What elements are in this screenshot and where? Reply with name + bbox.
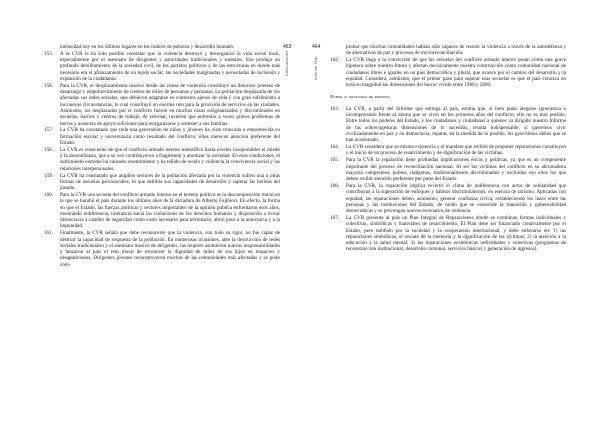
paragraph-text: La CVR considera que su misma existencia y el mandato que recibió de proponer reparaciones constituyen y el inicio de un proceso de resarcimiento y de dignificación de las víctimas. <box>346 144 566 157</box>
paragraph <box>44 230 280 268</box>
section-heading: Sobre la necesidad de reparar <box>330 94 390 100</box>
paragraph-number: 159. <box>44 172 53 179</box>
paragraph-text: La CVR, a partir del Informe que entrega al país, estima que, si bien pudo alegarse ignorancia o incomprensión frente al drama que se vivió en los primeros años del conflicto, ello no es más posible. Entre todos los poderes del Estado, y los ciudadanos y ciudadanas a quienes va dirigido nuestro Informe de las sobrecogedoras dimensiones de lo sucedido, resulta indispensable, si queremos vivir civilizadamente en paz y en democracia, reparar, en la medida de lo posible, los gravísimos daños que se han ocasionado. <box>346 105 566 144</box>
paragraph-text: La CVR es consciente de que el conflicto armado interno intensificó hasta niveles insoportables el miedo y la desconfianza, que a su vez contribuyeron a fragmentar y atomizar la sociedad. En esas condiciones, el sufrimiento extremo ha causado resentimiento y ha teñido de recelo y violencia la convivencia social y las relaciones interpersonales. <box>60 146 280 172</box>
paragraph-number: 167. <box>330 215 339 221</box>
paragraph-number: 162. <box>330 57 339 64</box>
left-page-number: 463 <box>283 44 292 50</box>
paragraph-text: La CVR ha constatado que toda una generación de niños y jóvenes ha visto truncada o empobrecida su formación escolar y universitaria como resultado del conflicto; ellos merecen atención preferente del Estado. <box>60 127 280 146</box>
paragraph-number: 157. <box>44 127 53 134</box>
paragraph <box>44 44 280 50</box>
paragraph-number: 160. <box>44 192 53 199</box>
paragraph-number: 164. <box>330 144 339 151</box>
right-page-number: 464 <box>312 44 321 50</box>
left-running-head: Conclusiones <box>285 50 289 76</box>
left-page <box>0 0 290 431</box>
paragraph-number: 161. <box>44 230 53 237</box>
paragraph-number: 153. <box>44 50 53 57</box>
right-column-text <box>330 44 566 253</box>
paragraph-text: La CVR ha constatado que amplios sectores de la población afectada por la violencia sufren una u otras formas de secuelas psicosociales, lo que debilita sus capacidades de desarrollo y superar las heridas del pasado. <box>60 172 280 192</box>
paragraph <box>44 51 280 82</box>
paragraphs-after <box>330 106 566 253</box>
paragraph-number: 166. <box>330 183 339 189</box>
paragraph-text: Para la CVR, el desplazamiento masivo desde las zonas de violencia constituyó un doloroso proceso de desarraigo y empobrecimiento de cientos de miles de peruanos y peruanas. La población desplazada de vio afectadas sus redes sociales, que debieron adaptarse en contextos ajenos de vida y con gran sufrimiento a las nuevas circunstancias, lo cual constituyó un enorme reto para la provisión de servicios en las ciudades. Asimismo, los desplazados por el conflicto fueron en muchos casos estigmatizados y discriminados en escuelas, barrios y centros de trabajo. Al retornar, tuvieron que enfrentar a veces graves problemas de tierras y ausencia de apoyo suficiente para reorganizarse y sostener a sus familias. <box>60 82 280 127</box>
paragraph <box>330 106 566 144</box>
paragraph <box>330 44 566 57</box>
paragraph <box>44 192 280 230</box>
paragraph <box>44 127 280 146</box>
right-running-head: Informe final <box>314 56 318 80</box>
paragraph-text: La CVR llega a la convicción de que las secuelas del conflicto armado interno pesan como una grave hipoteca sobre nuestro futuro y afectan decisivamente nuestra construcción como comunidad nacional de ciudadanos libres e iguales en un país democrático y plural, que avance por el camino del desarrollo y la equidad. Considera, asimismo, que el primer paso para superar esas secuelas es que el país conozca en toda su magnitud las dimensiones del horror vivido entre 1980 y 2000. <box>346 57 566 89</box>
paragraph-number: 156. <box>44 82 53 89</box>
paragraph-text: Para la CVR la reparación tiene profundas implicaciones éticas y políticas, ya que es un componente importante del proceso de reconciliación nacional. Al ser las víctimas del conflicto en su abrumadora mayoría campesinos, pobres, indígenas, tradicionalmente discriminados y excluidos son ellos los que deben recibir atención preferente por parte del Estado. <box>346 157 566 183</box>
paragraphs-before <box>330 44 566 89</box>
paragraph <box>330 183 566 214</box>
paragraph-text: Para la CVR una secuela del conflicto armado interno en el terreno político es la descomposición moral en la que se hundió el país durante los últimos años de la dictadura de Alberto Fujimori. En efecto, la forma en que el Estado, las fuerzas políticas y sectores importantes de la opinión pública enfrentaron esos años, mostrando indiferencia, tolerancia hacia las violaciones de los derechos humanos y disposición a trocar democracia a cambio de seguridad como costo necesario para terminarlo, abrió paso a la autocracia y a la impunidad. <box>60 192 280 230</box>
left-column-text <box>44 44 280 269</box>
paragraph <box>330 144 566 157</box>
right-page <box>310 0 600 431</box>
paragraph <box>330 157 566 182</box>
paragraph <box>44 147 280 172</box>
paragraph <box>330 215 566 253</box>
paragraph-text: Finalmente, la CVR señala que debe reconocerse que la violencia, con todo su rigor, no fue capaz de destruir la capacidad de respuesta de la población. En numerosas ocasiones, ante la destrucción de redes sociales tradicionales y el asesinato masivo de dirigentes, las mujeres asumieron nuevas responsabilidades y lanzaron al país el reto moral de reconocer la dignidad de miles de sus hijos en masacres y desapariciones. Dirigentes jóvenes reconstruyeron muchas de las comunidades más afectadas y se pudo com- <box>60 230 280 268</box>
paragraph <box>330 57 566 88</box>
paragraph <box>44 83 280 127</box>
paragraph <box>44 173 280 192</box>
paragraph-text: intensidad hoy en los últimos lugares en los índices de pobreza y desarrollo humano. <box>60 44 235 50</box>
paragraph-text: Para la CVR, la reparación implica revertir el clima de indiferencia con actos de solidaridad que contribuyan a la superación de enfoques y hábitos discriminatorios, en esencia de racismo. Aplicadas con equidad, las reparaciones deben, asimismo, generar confianza cívica, restableciendo los lazos entre las personas y las instituciones del Estado, de modo que se consolide la transición y gobernabilidad democráticas y se prevengan nuevos escenarios de violencia. <box>346 183 566 215</box>
paragraph-text: probar que muchas comunidades habían sido capaces de resistir la violencia a través de la autodefensa y de alternativas de paz y procesos de microreconciliación. <box>346 44 566 57</box>
paragraph-number: 163. <box>330 105 339 112</box>
paragraph-number: 165. <box>330 157 339 164</box>
paragraph-text: La CVR presenta al país un Plan Integral de Reparaciones donde se combinan formas individuales y colectivas, simbólicas y materiales de resarcimiento. El Plan debe ser financiado creativamente por el Estado, pero también por la sociedad y la cooperación internacional, y debe enfocarse en: 1) las reparaciones simbólicas, el rescate de la memoria y la dignificación de las víctimas; 2) la atención a la educación y la salud mental; 3) las reparaciones económicas individuales y colectivas (programas de reconstrucción institucional, desarrollo comunal, servicios básicos y generación de ingresos). <box>346 215 566 253</box>
paragraph-text: A la CVR le ha sido posible constatar que la violencia destruyó y desorganizó la vida social local, especialmente por el asesinato de dirigentes y autoridades tradicionales y estatales. Eso produjo un profundo debilitamiento de la sociedad civil, de los partidos políticos y de las estructuras en donde más necesario era el afianzamiento de un tejido social: las sociedades marginadas y necesitadas de inclusión y expansión de la ciudadanía. <box>60 50 280 82</box>
paragraph-number: 158. <box>44 146 53 153</box>
